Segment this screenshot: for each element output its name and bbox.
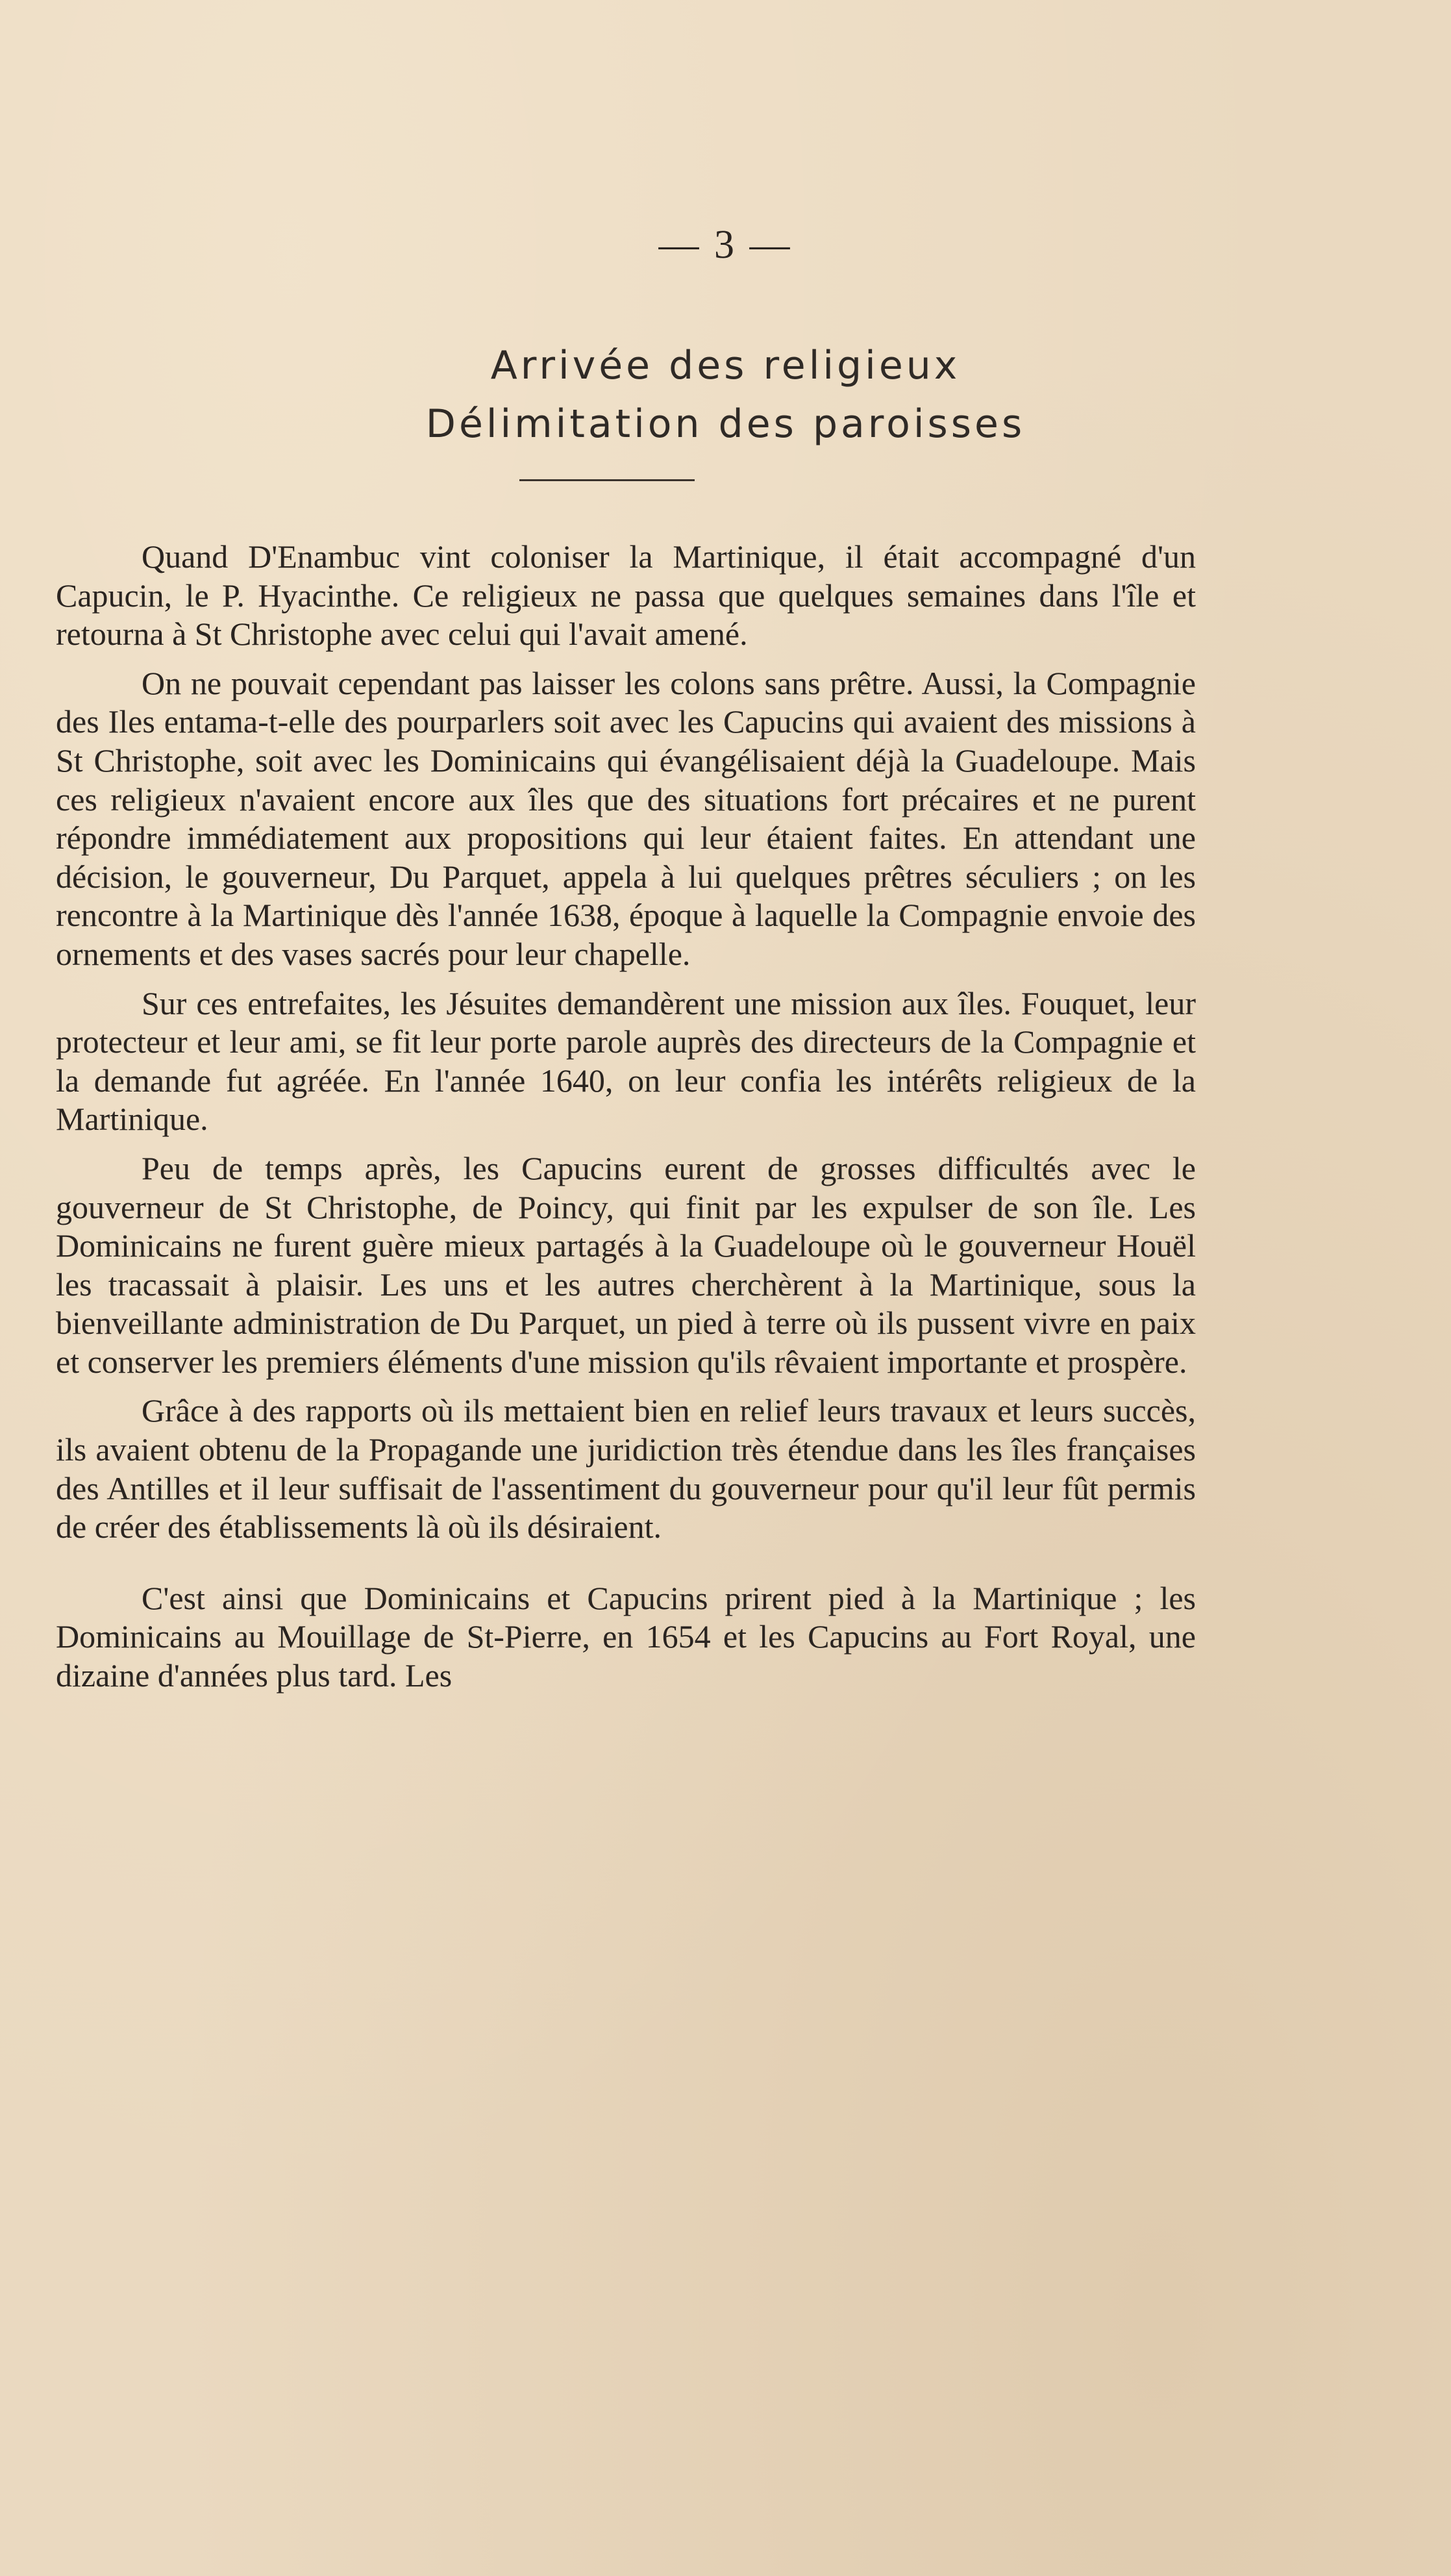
paragraph: Peu de temps après, les Capucins eurent de grosses difficultés avec le gouverneur de St Christophe, de Poincy, qui finit par les expulser de son île. Les Dominicains ne furent guère mieux partagés à la Guadeloupe où le gouverneur Houël les tracassait à plaisir. Les uns et les autres cherchèrent à la Martinique, sous la bienveillante administration de Du Parquet, un pied à terre où ils pussent vivre en paix et conserver les premiers éléments d'une mission qu'ils rêvaient importante et prospère. <box>56 1149 1196 1380</box>
paragraph: Sur ces entrefaites, les Jésuites demandèrent une mission aux îles. Fouquet, leur protecteur et leur ami, se fit leur porte parole auprès des directeurs de la Compagnie et la demande fut agréée. En l'année 1640, on leur confia les intérêts religieux de la Martinique. <box>56 984 1196 1138</box>
paragraph: Grâce à des rapports où ils mettaient bien en relief leurs travaux et leurs succès, ils avaient obtenu de la Propagande une juridiction très étendue dans les îles françaises des Antilles et il leur suffisait de l'assentiment du gouverneur pour qu'il leur fût permis de créer des établissements là où ils désiraient. <box>56 1392 1196 1545</box>
paragraph: On ne pouvait cependant pas laisser les colons sans prêtre. Aussi, la Compagnie des Iles entama-t-elle des pourparlers soit avec les Capucins qui avaient des missions à St Christophe, soit avec les Dominicains qui évangélisaient déjà la Guadeloupe. Mais ces religieux n'avaient encore aux îles que des situations fort précaires et ne purent répondre immédiatement aux propositions qui leur étaient faites. En attendant une décision, le gouverneur, Du Parquet, appela à lui quelques prêtres séculiers ; on les rencontre à la Martinique dès l'année 1638, époque à laquelle la Compagnie envoie des ornements et des vases sacrés pour leur chapelle. <box>56 664 1196 972</box>
chapter-title-line-1: Arrivée des religieux <box>490 343 961 388</box>
title-divider <box>519 479 695 481</box>
page-number: — 3 — <box>658 223 793 267</box>
chapter-title-line-2: Délimitation des paroisses <box>425 401 1026 447</box>
paragraph: C'est ainsi que Dominicains et Capucins prirent pied à la Martinique ; les Dominicains au Mouillage de St-Pierre, en 1654 et les Capucins au Fort Royal, une dizaine d'années plus tard. Les <box>56 1579 1196 1694</box>
body-text <box>56 538 1196 1706</box>
paragraph: Quand D'Enambuc vint coloniser la Martinique, il était accompagné d'un Capucin, le P. Hyacinthe. Ce religieux ne passa que quelques semaines dans l'île et retourna à St Christophe avec celui qui l'avait amené. <box>56 538 1196 653</box>
